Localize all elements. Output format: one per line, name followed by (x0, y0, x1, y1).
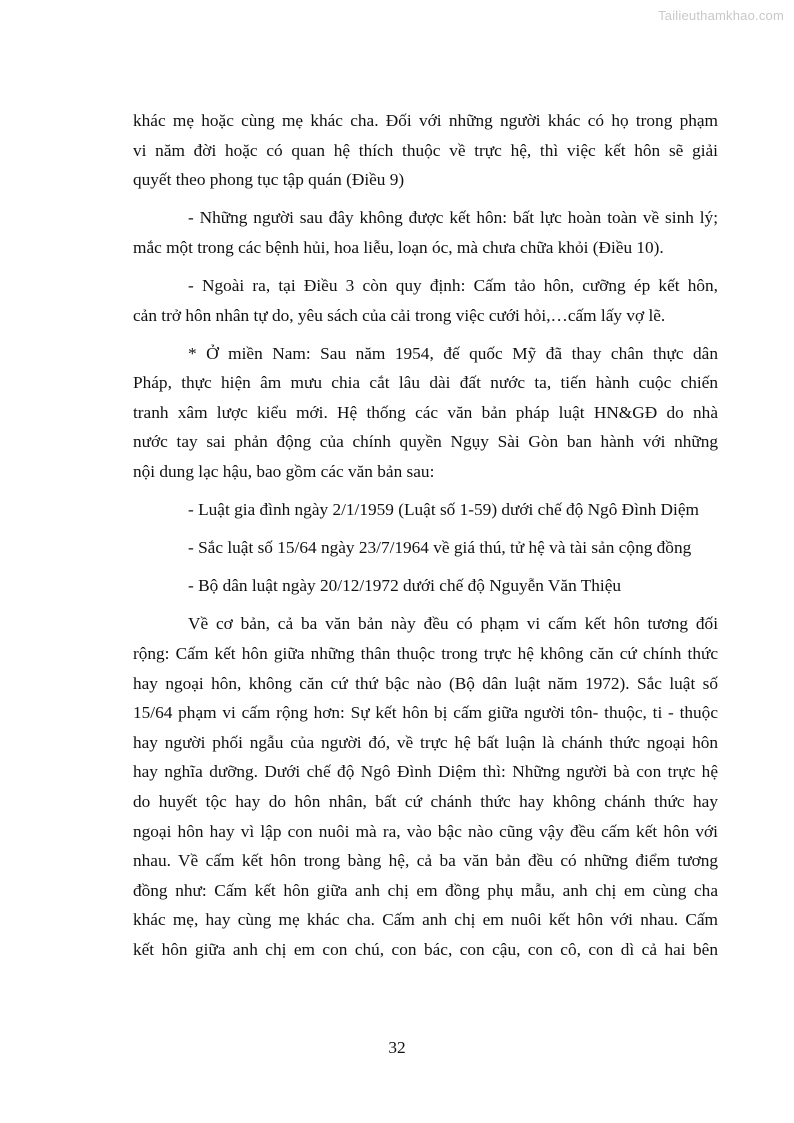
text-line: - Sắc luật số 15/64 ngày 23/7/1964 về giá thú, tử hệ và tài sản cộng đồng (188, 538, 692, 558)
text-line: do huyết tộc hay do hôn nhân, bất cứ chánh thức hay không chánh thức hay (133, 791, 718, 811)
paragraph-continuation (133, 106, 718, 195)
text-line: hay người phối ngẫu của người đó, về trực hệ bất luận là chánh thức ngoại hôn (133, 732, 718, 752)
text-line: kết hôn giữa anh chị em con chú, con bác, con cậu, con cô, con dì cả hai bên (133, 939, 718, 959)
list-item-family-law-1959 (133, 495, 718, 525)
text-line: 15/64 phạm vi cấm rộng hơn: Sự kết hôn bị cấm giữa người tôn- thuộc, ti - thuộc (133, 703, 718, 723)
text-line: hay nghĩa dưỡng. Dưới chế độ Ngô Đình Diệm thì: Những người bà con trực hệ (133, 762, 718, 782)
text-line: tranh xâm lược kiểu mới. Hệ thống các văn bản pháp luật HN&GĐ do nhà (133, 402, 718, 422)
page-number: 32 (388, 1038, 406, 1057)
list-item-civil-code-1972 (133, 571, 718, 601)
text-line: nhau. Về cấm kết hôn trong bàng hệ, cả ba văn bản đều có những điểm tương (133, 851, 718, 871)
text-line: nội dung lạc hậu, bao gồm các văn bản sau: (133, 462, 435, 482)
paragraph-comparison (133, 609, 718, 964)
text-line: rộng: Cấm kết hôn giữa những thân thuộc trong trực hệ không căn cứ chính thức (133, 644, 718, 663)
text-line: nước tay sai phản động của chính quyền Ngụy Sài Gòn ban hành với những (133, 432, 718, 452)
text-line: Pháp, thực hiện âm mưu chia cắt lâu dài đất nước ta, tiến hành cuộc chiến (133, 373, 718, 393)
text-line: khác mẹ hoặc cùng mẹ khác cha. Đối với những người khác có họ trong phạm (133, 111, 718, 130)
text-line: - Ngoài ra, tại Điều 3 còn quy định: Cấm tảo hôn, cưỡng ép kết hôn, (188, 275, 718, 295)
paragraph-south-vietnam (133, 339, 718, 487)
document-body (133, 106, 718, 965)
text-line: - Luật gia đình ngày 2/1/1959 (Luật số 1-59) dưới chế độ Ngô Đình Diệm (188, 500, 699, 520)
text-line: Về cơ bản, cả ba văn bản này đều có phạm vi cấm kết hôn tương đối (188, 614, 718, 634)
text-line: hay ngoại hôn, không căn cứ thứ bậc nào (Bộ dân luật năm 1972). Sắc luật số (133, 673, 718, 693)
text-line: quyết theo phong tục tập quán (Điều 9) (133, 170, 405, 190)
text-line: khác mẹ, hay cùng mẹ khác cha. Cấm anh chị em nuôi kết hôn với nhau. Cấm (133, 910, 718, 930)
text-line: ngoại hôn hay vì lập con nuôi mà ra, vào bậc nào cũng vậy đều cấm kết hôn với (133, 821, 718, 841)
text-line: - Bộ dân luật ngày 20/12/1972 dưới chế độ Nguyễn Văn Thiệu (188, 576, 622, 596)
text-line: * Ở miền Nam: Sau năm 1954, đế quốc Mỹ đã thay chân thực dân (188, 343, 718, 363)
list-item-decree-15-64 (133, 533, 718, 563)
text-line: cản trở hôn nhân tự do, yêu sách của cải trong việc cưới hỏi,…cấm lấy vợ lẽ. (133, 305, 666, 325)
text-line: mắc một trong các bệnh hủi, hoa liễu, loạn óc, mà chưa chữa khỏi (Điều 10). (133, 237, 664, 257)
watermark-text: Tailieuthamkhao.com (658, 8, 784, 23)
text-line: đồng như: Cấm kết hôn giữa anh chị em đồng phụ mẫu, anh chị em cùng cha (133, 880, 718, 900)
text-line: vi năm đời hoặc có quan hệ thích thuộc về trực hệ, thì việc kết hôn sẽ giải (133, 140, 718, 160)
text-line: - Những người sau đây không được kết hôn: bất lực hoàn toàn về sinh lý; (188, 208, 718, 228)
paragraph-not-allowed-marriage (133, 203, 718, 262)
paragraph-article-3 (133, 271, 718, 330)
